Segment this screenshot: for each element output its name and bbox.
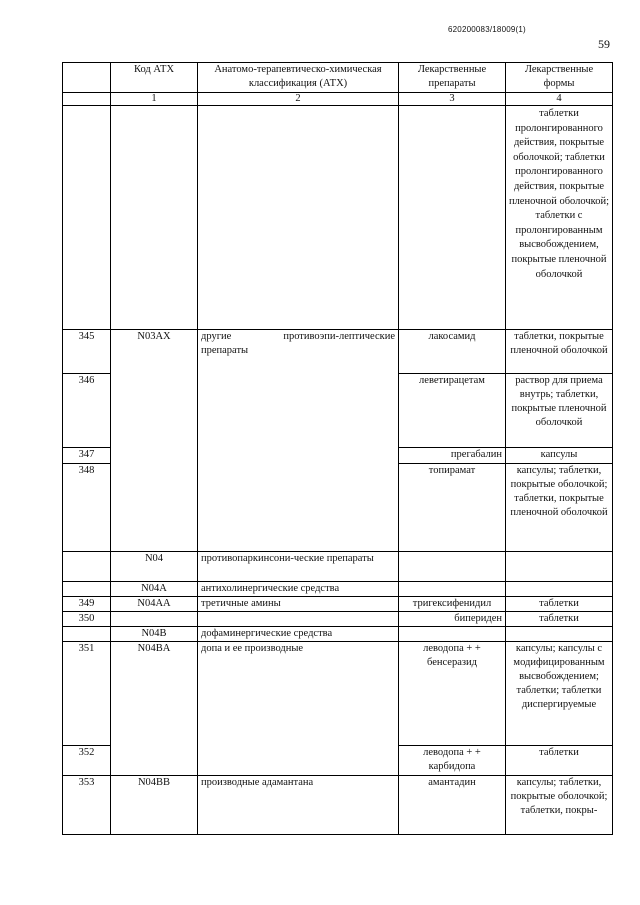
row-code <box>111 448 198 464</box>
colnum-0 <box>63 93 111 106</box>
row-form: капсулы; капсулы с модифицированным высвобождением; таблетки; таблетки диспергируемые <box>506 642 613 746</box>
row-num: 348 <box>63 464 111 552</box>
row-class: допа и ее производные <box>198 642 399 746</box>
table-row <box>63 746 613 776</box>
row-num: 353 <box>63 776 111 835</box>
row-num: 346 <box>63 374 111 448</box>
header-classification: Анатомо-терапевтическо-химическая классификация (АТХ) <box>198 63 399 93</box>
row-code: N04BA <box>111 642 198 746</box>
row-drug: леводопа + + карбидопа <box>399 746 506 776</box>
row-code <box>111 746 198 776</box>
row-form: капсулы; таблетки, покрытые оболочкой; таблетки, покрытые пленочной оболочкой <box>506 464 613 552</box>
row-drug: леветирацетам <box>399 374 506 448</box>
row-drug: леводопа + + бенсеразид <box>399 642 506 746</box>
row-form <box>506 552 613 582</box>
table-row <box>63 464 613 552</box>
header-num <box>63 63 111 93</box>
row-drug: бипериден <box>399 612 506 627</box>
row-num <box>63 627 111 642</box>
table-row <box>63 330 613 374</box>
colnum-4: 4 <box>506 93 613 106</box>
row-class <box>198 612 399 627</box>
table-row <box>63 612 613 627</box>
row-drug: лакосамид <box>399 330 506 374</box>
row-num: 351 <box>63 642 111 746</box>
table-row <box>63 627 613 642</box>
row-num: 347 <box>63 448 111 464</box>
table-row <box>63 642 613 746</box>
row-class: третичные амины <box>198 597 399 612</box>
document-id: 620200083/18009(1) <box>448 25 526 34</box>
row-code <box>111 106 198 330</box>
row-code: N04BB <box>111 776 198 835</box>
header-row <box>63 63 613 93</box>
colnum-2: 2 <box>198 93 399 106</box>
row-num: 345 <box>63 330 111 374</box>
row-code: N04AA <box>111 597 198 612</box>
row-class: противопаркинсони-ческие препараты <box>198 552 399 582</box>
row-code <box>111 612 198 627</box>
row-drug: амантадин <box>399 776 506 835</box>
atc-drug-table <box>62 62 613 835</box>
row-form <box>506 582 613 597</box>
table-row <box>63 552 613 582</box>
table-row <box>63 597 613 612</box>
row-drug: прегабалин <box>399 448 506 464</box>
table-row <box>63 776 613 835</box>
row-drug <box>399 582 506 597</box>
row-class: дофаминергические средства <box>198 627 399 642</box>
row-num: 352 <box>63 746 111 776</box>
row-form: капсулы; таблетки, покрытые оболочкой; таблетки, покры- <box>506 776 613 835</box>
row-code <box>111 464 198 552</box>
header-forms: Лекарственные формы <box>506 63 613 93</box>
row-form: капсулы <box>506 448 613 464</box>
row-num <box>63 582 111 597</box>
row-code: N04 <box>111 552 198 582</box>
row-form: раствор для приема внутрь; таблетки, покрытые пленочной оболочкой <box>506 374 613 448</box>
row-class <box>198 746 399 776</box>
table-row <box>63 448 613 464</box>
row-num: 349 <box>63 597 111 612</box>
row-drug <box>399 106 506 330</box>
column-number-row <box>63 93 613 106</box>
table-row <box>63 582 613 597</box>
row-form: таблетки, покрытые пленочной оболочкой <box>506 330 613 374</box>
table-row <box>63 106 613 330</box>
row-num: 350 <box>63 612 111 627</box>
row-code: N04A <box>111 582 198 597</box>
row-class: другие противоэпи-лептические препараты <box>198 330 399 374</box>
row-class <box>198 374 399 448</box>
row-class <box>198 448 399 464</box>
row-code: N04B <box>111 627 198 642</box>
page-number: 59 <box>598 37 610 51</box>
header-drugs: Лекарственные препараты <box>399 63 506 93</box>
row-class <box>198 464 399 552</box>
header-code: Код АТХ <box>111 63 198 93</box>
row-form: таблетки <box>506 597 613 612</box>
row-form <box>506 627 613 642</box>
row-drug <box>399 552 506 582</box>
row-form: таблетки <box>506 746 613 776</box>
colnum-1: 1 <box>111 93 198 106</box>
row-form: таблетки <box>506 612 613 627</box>
row-num <box>63 552 111 582</box>
row-code <box>111 374 198 448</box>
row-drug <box>399 627 506 642</box>
row-drug: тригексифенидил <box>399 597 506 612</box>
table-row <box>63 374 613 448</box>
colnum-3: 3 <box>399 93 506 106</box>
row-code: N03AX <box>111 330 198 374</box>
row-num <box>63 106 111 330</box>
row-drug: топирамат <box>399 464 506 552</box>
row-class <box>198 106 399 330</box>
row-class: производные адамантана <box>198 776 399 835</box>
row-class: антихолинергические средства <box>198 582 399 597</box>
row-form: таблетки пролонгированного действия, покрытые оболочкой; таблетки пролонгированного действия, покрытые пленочной оболочкой; таблетки с пролонгированным высвобождением, покрытые пленочной оболочкой <box>506 106 613 330</box>
